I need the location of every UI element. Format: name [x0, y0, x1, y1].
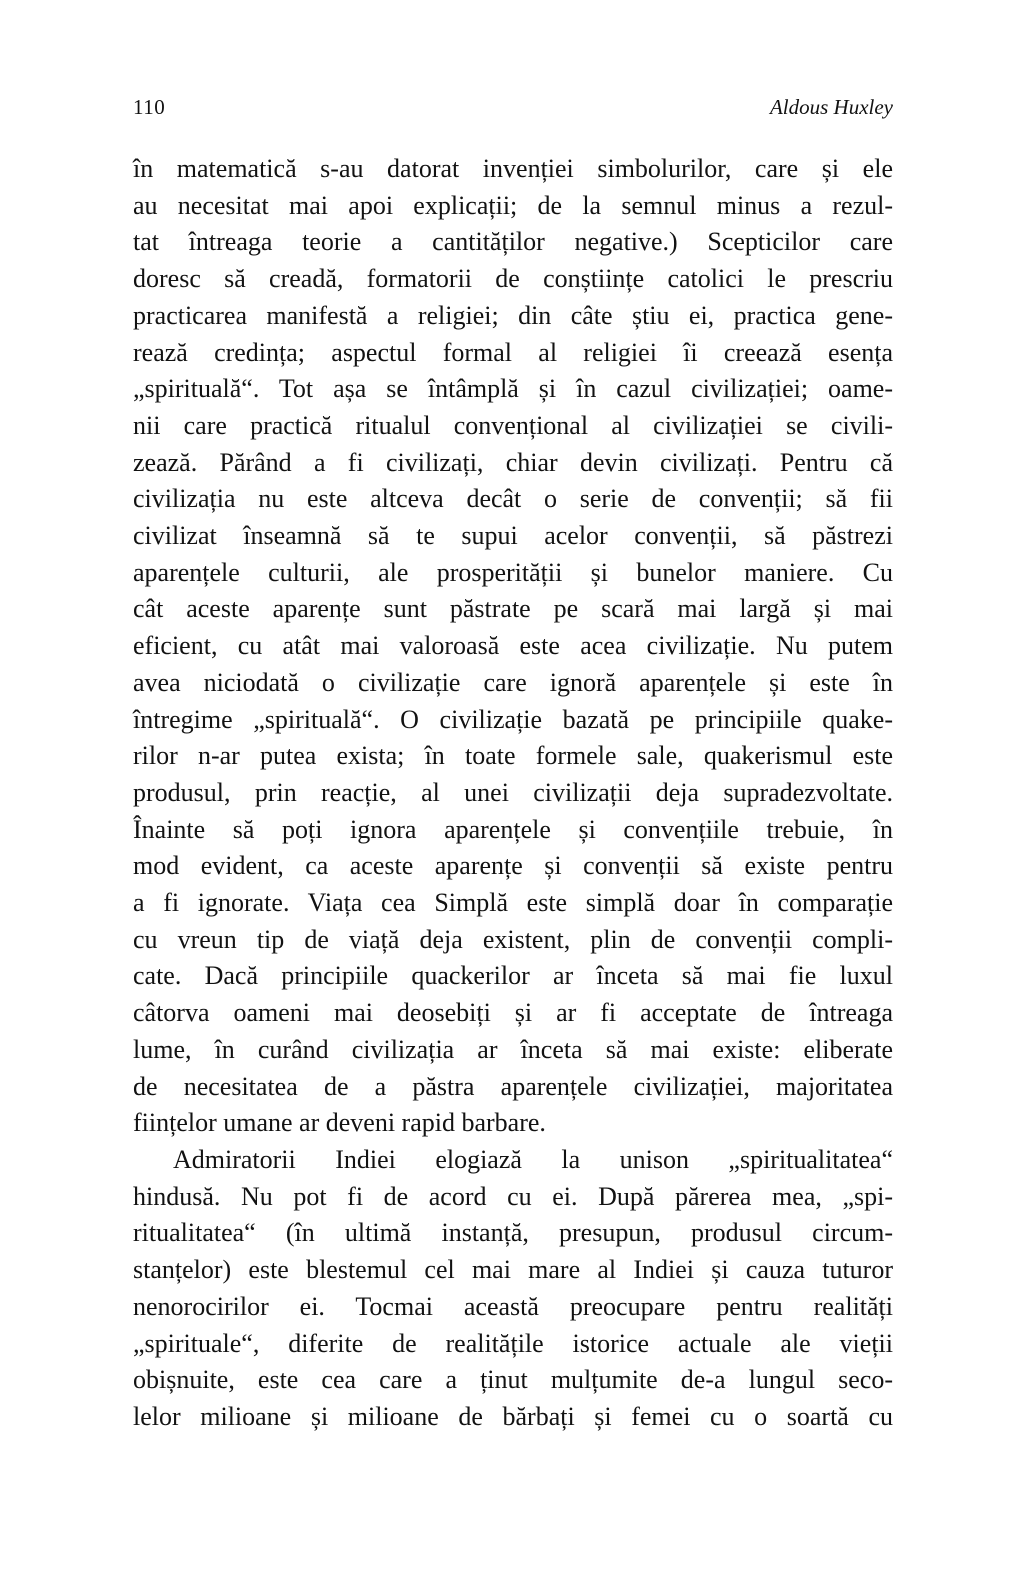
text-line: a fi ignorate. Viața cea Simplă este simplă doar în comparație — [133, 888, 893, 918]
page-number: 110 — [133, 95, 166, 119]
text-line: hindusă. Nu pot fi de acord cu ei. După părerea mea, „spi- — [133, 1181, 893, 1211]
text-line: tat întreaga teorie a cantităților negative.) Scepticilor care — [133, 227, 893, 257]
text-line: doresc să creadă, formatorii de conștiințe catolici le prescriu — [133, 264, 893, 294]
text-line: de necesitatea de a păstra aparențele civilizației, majoritatea — [133, 1071, 893, 1101]
text-line: Înainte să poți ignora aparențele și convențiile trebuie, în — [133, 814, 893, 844]
text-line: lume, în curând civilizația ar înceta să mai existe: eliberate — [133, 1034, 893, 1064]
text-line: rilor n-ar putea exista; în toate formele sale, quakerismul este — [133, 741, 893, 771]
text-line: în matematică s-au datorat invenției simbolurilor, care și ele — [133, 154, 893, 183]
text-line: civilizația nu este altceva decât o serie de convenții; să fii — [133, 484, 893, 514]
text-line: rează credința; aspectul formal al religiei îi creează esența — [133, 337, 893, 367]
text-line: aparențele culturii, ale prosperității și bunelor maniere. Cu — [133, 557, 893, 587]
text-line: stanțelor) este blestemul cel mai mare al Indiei și cauza tuturor — [133, 1255, 893, 1285]
text-line: civilizat înseamnă să te supui acelor convenții, să păstrezi — [133, 521, 893, 551]
text-line: cate. Dacă principiile quackerilor ar înceta să mai fie luxul — [133, 961, 893, 991]
text-line: zează. Părând a fi civilizați, chiar devin civilizați. Pentru că — [133, 447, 893, 477]
text-line: lelor milioane și milioane de bărbați și femei cu o soartă cu — [133, 1401, 893, 1431]
text-line: eficient, cu atât mai valoroasă este acea civilizație. Nu putem — [133, 631, 893, 661]
text-line: avea niciodată o civilizație care ignoră aparențele și este în — [133, 667, 893, 697]
text-line: ritualitatea“ (în ultimă instanță, presupun, produsul circum- — [133, 1218, 893, 1248]
body-text — [133, 151, 893, 1436]
text-line: produsul, prin reacție, al unei civilizații deja supradezvoltate. — [133, 777, 893, 807]
text-line: întregime „spirituală“. O civilizație bazată pe principiile quake- — [133, 704, 893, 734]
text-line: nenorocirilor ei. Tocmai această preocupare pentru realități — [133, 1291, 893, 1321]
text-line: cât aceste aparențe sunt păstrate pe scară mai largă și mai — [133, 594, 893, 624]
text-line: „spirituale“, diferite de realitățile istorice actuale ale vieții — [133, 1328, 893, 1358]
text-line: obișnuite, este cea care a ținut mulțumite de-a lungul seco- — [133, 1365, 893, 1395]
text-line: nii care practică ritualul convențional al civilizației se civili- — [133, 410, 893, 440]
running-header-author: Aldous Huxley — [769, 95, 893, 119]
text-line: câtorva oameni mai deosebiți și ar fi acceptate de întreaga — [133, 998, 893, 1028]
text-line: practicarea manifestă a religiei; din câte știu ei, practica gene- — [133, 300, 893, 330]
text-line: Admiratorii Indiei elogiază la unison „spiritualitatea“ — [173, 1144, 893, 1174]
text-line: au necesitat mai apoi explicații; de la semnul minus a rezul- — [133, 190, 893, 220]
text-line: mod evident, ca aceste aparențe și convenții să existe pentru — [133, 851, 893, 881]
text-line: cu vreun tip de viață deja existent, plin de convenții compli- — [133, 924, 893, 954]
text-line: ființelor umane ar deveni rapid barbare. — [133, 1108, 546, 1138]
running-header — [133, 95, 893, 119]
text-line: „spirituală“. Tot așa se întâmplă și în cazul civilizației; oame- — [133, 374, 893, 404]
